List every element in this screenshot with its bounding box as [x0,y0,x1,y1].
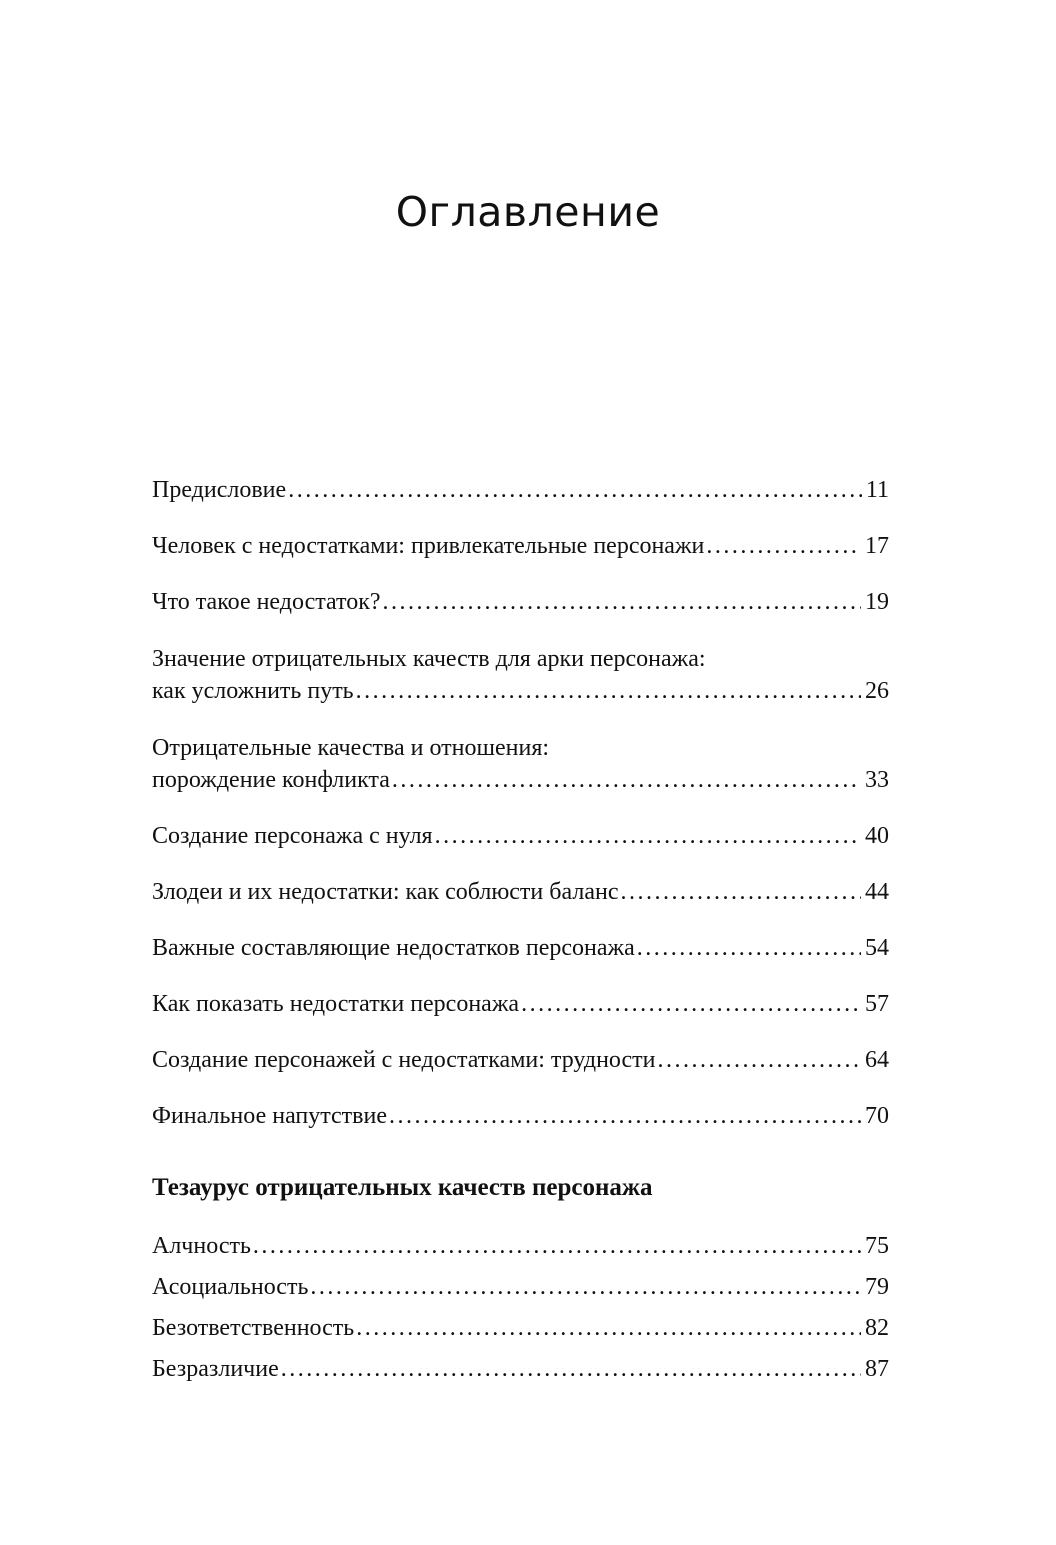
dot-leader [658,1044,862,1076]
dot-leader [356,1312,861,1344]
toc-entry-flawed-human[interactable] [152,530,889,562]
toc-entry-label: Создание персонажей с недостатками: трудности [152,1047,656,1073]
toc-entry-page: 33 [865,767,889,793]
dot-leader [521,988,861,1020]
toc-entry-label: Предисловие [152,477,287,503]
dot-leader [637,932,861,964]
toc-entry-page: 87 [865,1356,889,1382]
toc-entry-page: 82 [865,1315,889,1341]
dot-leader [310,1271,861,1303]
toc-entry-components[interactable] [152,932,889,964]
toc-entry-relationships[interactable] [152,732,889,796]
thesaurus-entry-greed[interactable] [152,1230,889,1262]
toc-entry-difficulties[interactable] [152,1044,889,1076]
toc-entry-page: 26 [865,678,889,704]
toc-entry-label: Создание персонажа с нуля [152,823,433,849]
toc-entry-page: 70 [865,1103,889,1129]
toc-entry-page: 57 [865,991,889,1017]
toc-entry-page: 64 [865,1047,889,1073]
toc-entry-page: 11 [865,477,889,503]
toc-entry-show-flaws[interactable] [152,988,889,1020]
toc-entry-page: 40 [865,823,889,849]
toc-entry-page: 17 [865,533,889,559]
toc-entry-label: Алчность [152,1233,251,1259]
dot-leader [620,876,861,908]
toc-entry-label: Безответственность [152,1315,355,1341]
toc-entry-label: Финальное напутствие [152,1103,387,1129]
toc-entry-page: 19 [865,589,889,615]
dot-leader [392,764,861,796]
toc-entry-label: Важные составляющие недостатков персонажа [152,935,635,961]
toc-entry-label: Что такое недостаток? [152,589,381,615]
page-title: Оглавление [395,188,661,236]
toc-entry-label: как усложнить путь [152,678,354,704]
dot-leader [706,530,861,562]
toc-entry-page: 54 [865,935,889,961]
toc-entry-label-line1: Отрицательные качества и отношения: [152,735,550,761]
toc-entry-label: Безразличие [152,1356,279,1382]
toc-entry-from-scratch[interactable] [152,820,889,852]
toc-entry-label: Асоциальность [152,1274,309,1300]
thesaurus-entry-indifference[interactable] [152,1353,889,1385]
table-of-contents [152,474,889,1385]
toc-entry-page: 79 [865,1274,889,1300]
toc-entry-preface[interactable] [152,474,889,506]
toc-entry-page: 75 [865,1233,889,1259]
dot-leader [288,474,862,506]
dot-leader [356,675,861,707]
dot-leader [253,1230,861,1262]
dot-leader [435,820,861,852]
toc-entry-what-is-flaw[interactable] [152,586,889,618]
toc-entry-villains[interactable] [152,876,889,908]
thesaurus-entry-antisocial[interactable] [152,1271,889,1303]
toc-entry-label: Злодеи и их недостатки: как соблюсти баланс [152,879,619,905]
toc-entry-character-arc[interactable] [152,643,889,707]
dot-leader [383,586,861,618]
section-heading-thesaurus: Тезаурус отрицательных качеств персонажа [152,1174,653,1201]
toc-entry-label-line1: Значение отрицательных качеств для арки персонажа: [152,646,706,672]
dot-leader [389,1100,861,1132]
toc-entry-final-words[interactable] [152,1100,889,1132]
toc-entry-label: Человек с недостатками: привлекательные персонажи [152,533,705,559]
thesaurus-list [152,1230,889,1385]
toc-entry-label: порождение конфликта [152,767,390,793]
thesaurus-entry-irresponsibility[interactable] [152,1312,889,1344]
dot-leader [281,1353,861,1385]
toc-entry-label: Как показать недостатки персонажа [152,991,520,1017]
toc-entry-page: 44 [865,879,889,905]
